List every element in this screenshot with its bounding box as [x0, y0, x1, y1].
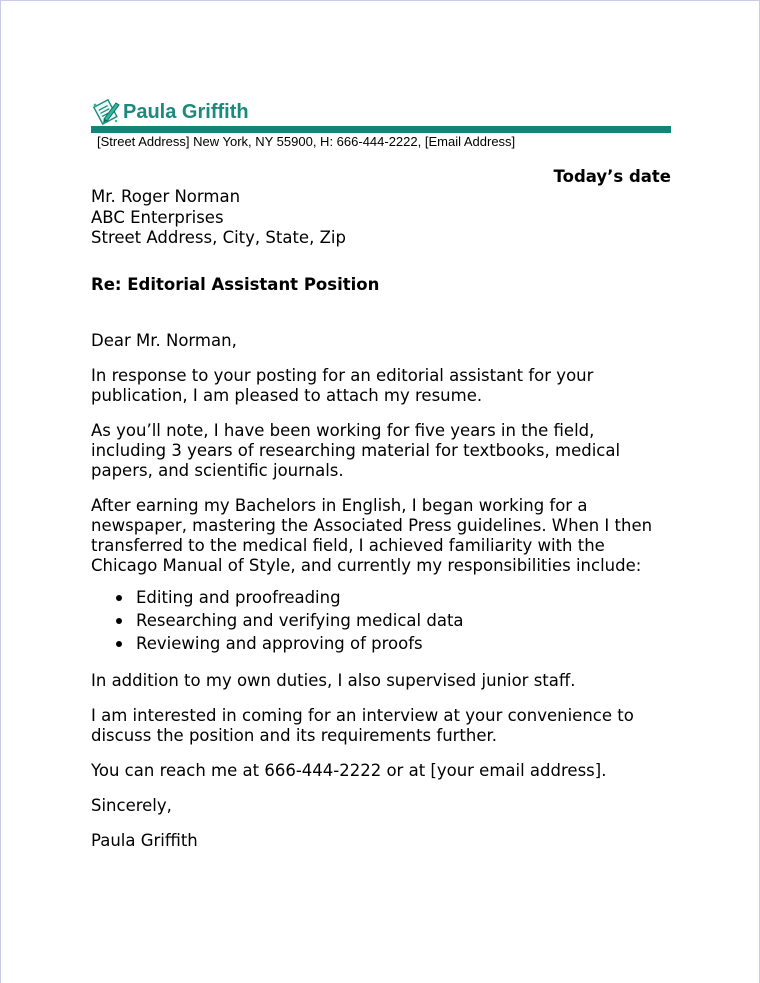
list-item: Editing and proofreading	[136, 586, 671, 609]
sender-address: [Street Address] New York, NY 55900, H: 666-444-2222, [Email Address]	[97, 134, 516, 149]
signature: Paula Griffith	[91, 831, 198, 850]
salutation: Dear Mr. Norman,	[91, 331, 237, 350]
recipient-address: Street Address, City, State, Zip	[91, 228, 346, 247]
paragraph: As you’ll note, I have been working for five years in the field, including 3 years of researching material for textbooks, medical papers, and scientific journals.	[91, 421, 621, 480]
closing: Sincerely,	[91, 796, 172, 815]
letterhead-name-row	[91, 93, 671, 125]
paragraph: In addition to my own duties, I also supervised junior staff.	[91, 671, 576, 690]
letter-body	[91, 331, 671, 866]
recipient-name: Mr. Roger Norman	[91, 187, 241, 206]
paper-and-pen-icon	[91, 97, 121, 125]
subject-line: Re: Editorial Assistant Position	[91, 275, 380, 294]
header-rule	[91, 126, 671, 133]
paragraph: In response to your posting for an editorial assistant for your publication, I am pleased to attach my resume.	[91, 366, 594, 405]
list-item: Researching and verifying medical data	[136, 609, 671, 632]
recipient-company: ABC Enterprises	[91, 207, 224, 227]
list-item: Reviewing and approving of proofs	[136, 632, 671, 655]
paragraph: You can reach me at 666-444-2222 or at [your email address].	[91, 761, 607, 780]
paragraph: I am interested in coming for an interview at your convenience to discuss the position and its requirements further.	[91, 706, 634, 745]
sender-name: Paula Griffith	[123, 101, 249, 123]
recipient-block	[91, 187, 346, 249]
letterhead	[91, 93, 671, 149]
paragraph: After earning my Bachelors in English, I began working for a newspaper, mastering the Associated Press guidelines. When I then transferred to the medical field, I achieved familiarity with the Chicago Manual of Style, and currently my responsibilities include:	[91, 496, 653, 575]
letter-date: Today’s date	[553, 167, 671, 186]
responsibilities-list	[91, 586, 671, 655]
